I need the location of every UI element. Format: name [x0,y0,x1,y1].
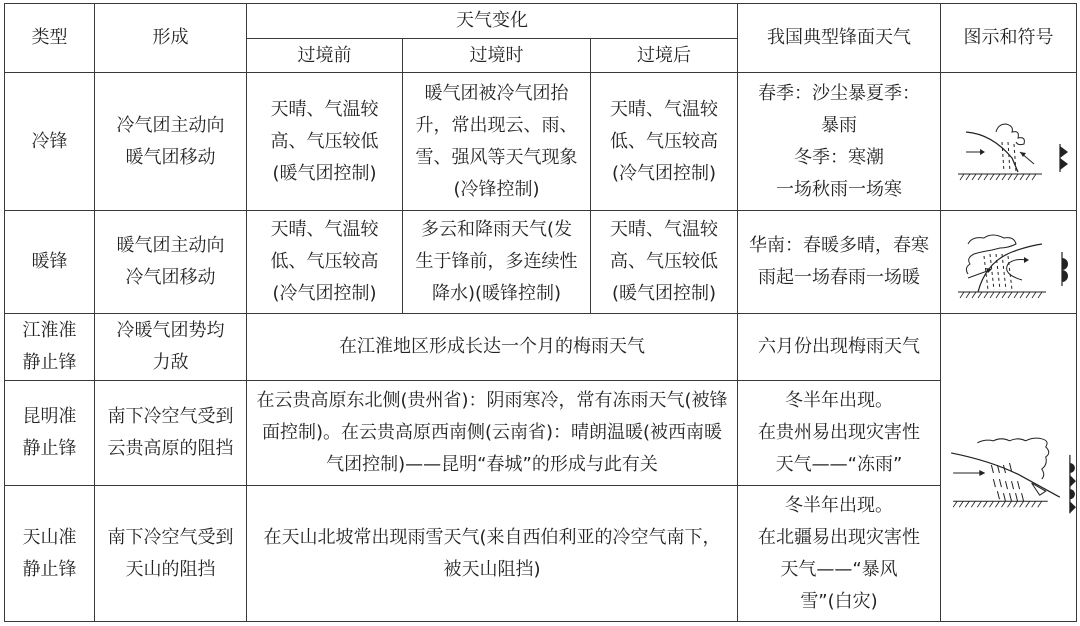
warm-front-diagram-icon [942,222,1076,302]
cell-type: 冷锋 [5,73,95,211]
weather-fronts-table [4,3,1077,622]
cell-type: 江淮准静止锋 [5,314,95,381]
header-before: 过境前 [247,39,403,73]
cell-formation: 冷暖气团势均力敌 [95,314,247,381]
cell-diagram [941,73,1077,211]
typical-weather-line: 冬半年出现。 [785,390,893,411]
cell-type: 天山准静止锋 [5,486,95,622]
header-after: 过境后 [591,39,738,73]
cell-typical-weather [738,486,941,622]
header-typical-weather: 我国典型锋面天气 [738,4,941,73]
cell-typical-weather: 六月份出现梅雨天气 [738,314,941,381]
cell-typical-weather: 华南：春暖多晴，春寒雨起一场春雨一场暖 [738,211,941,314]
cell-diagram [941,211,1077,314]
typical-weather-line: 冬季：寒潮 [794,146,884,168]
table-row-tianshan-front [5,486,1077,622]
table-row-warm-front [5,211,1077,314]
typical-weather-line: 冬半年出现。 [785,494,893,516]
table-row-cold-front [5,73,1077,211]
cell-before: 天晴、气温较高、气压较低(暖气团控制) [247,73,403,211]
cell-formation: 南下冷空气受到天山的阻挡 [95,486,247,622]
header-formation: 形成 [95,4,247,73]
cell-weather-change: 在江淮地区形成长达一个月的梅雨天气 [247,314,738,381]
header-type: 类型 [5,4,95,73]
typical-weather-line: 天气——“冻雨” [775,454,903,475]
cell-weather-change: 在云贵高原东北侧(贵州省)：阴雨寒冷，常有冻雨天气(被锋面控制)。在云贵高原西南侧(云南省)：晴朗温暖(被西南暖气团控制)——昆明“春城”的形成与此有关 [247,381,738,486]
cell-type: 昆明准静止锋 [5,381,95,486]
cell-after: 天晴、气温较低、气压较高(冷气团控制) [591,73,738,211]
cell-during: 多云和降雨天气(发生于锋前，多连续性降水)(暖锋控制) [403,211,591,314]
typical-weather-line: 天气——“暴风 [780,558,898,580]
cell-weather-change: 在天山北坡常出现雨雪天气(来自西伯利亚的冷空气南下，被天山阻挡) [247,486,738,622]
cell-formation: 暖气团主动向冷气团移动 [95,211,247,314]
cell-after: 天晴、气温较高、气压较低(暖气团控制) [591,211,738,314]
typical-weather-line: 在北疆易出现灾害性 [758,526,920,548]
typical-weather-line: 在贵州易出现灾害性 [758,422,920,443]
cell-type: 暖锋 [5,211,95,314]
header-during: 过境时 [403,39,591,73]
cell-during: 暖气团被冷气团抬升，常出现云、雨、雪、强风等天气现象(冷锋控制) [403,73,591,211]
cell-typical-weather [738,381,941,486]
cell-before: 天晴、气温较低、气压较高(冷气团控制) [247,211,403,314]
typical-weather-line: 一场秋雨一场寒 [776,178,902,200]
cold-front-diagram-icon [942,102,1076,182]
typical-weather-line: 雪”(白灾) [800,590,878,612]
header-weather-change: 天气变化 [247,4,738,39]
header-row-1 [5,4,1077,39]
typical-weather-line: 春季：沙尘暴夏季： [758,82,920,104]
stationary-front-diagram-icon [941,314,1076,621]
cell-formation: 冷气团主动向暖气团移动 [95,73,247,211]
header-diagram-symbol: 图示和符号 [941,4,1077,73]
table-row-jianghuai-front [5,314,1077,381]
typical-weather-line: 暴雨 [821,114,857,136]
cell-typical-weather [738,73,941,211]
cell-formation: 南下冷空气受到云贵高原的阻挡 [95,381,247,486]
cell-diagram-stationary [941,314,1077,622]
table-row-kunming-front [5,381,1077,486]
